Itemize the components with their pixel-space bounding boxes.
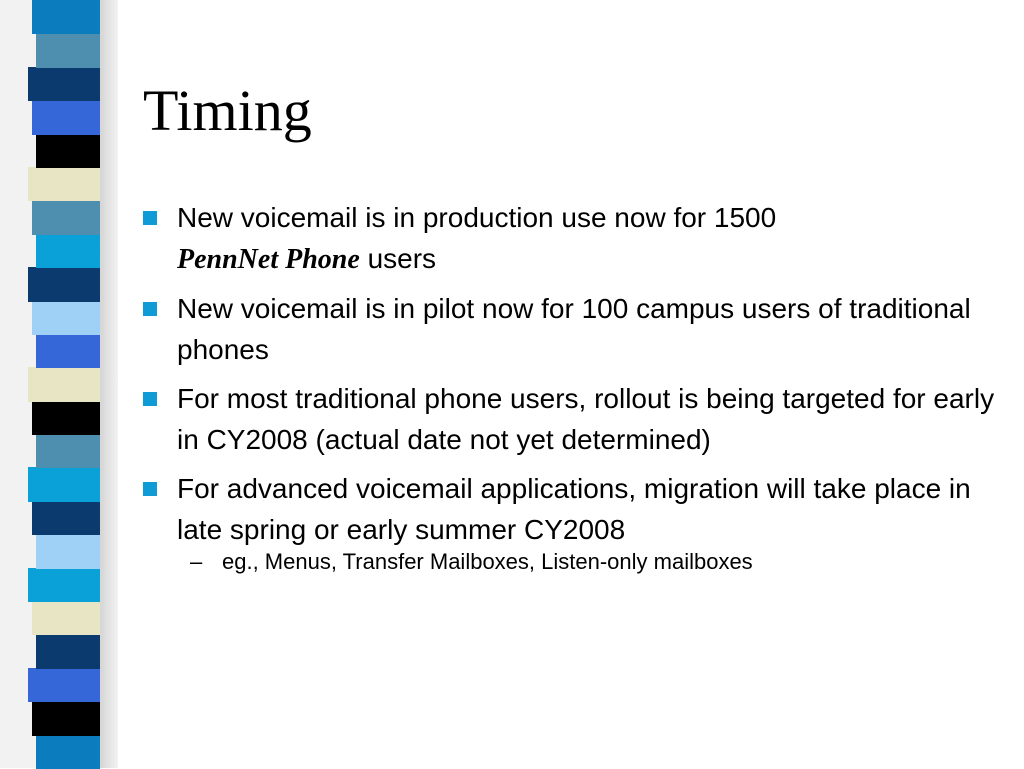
bullet-text: For advanced voicemail applications, migration will take place in late spring or early summer CY2008 (177, 473, 971, 545)
slide-title: Timing (143, 78, 312, 143)
dash-bullet-icon: – (190, 549, 203, 574)
sub-bullet-text: eg., Menus, Transfer Mailboxes, Listen-only mailboxes (222, 549, 753, 574)
bullet-text-after: users (367, 243, 437, 274)
decorative-stripe (36, 234, 100, 268)
decorative-stripe (28, 167, 100, 201)
decorative-stripe (28, 668, 100, 702)
decorative-stripe (28, 67, 100, 101)
square-bullet-icon (143, 482, 157, 496)
decorative-stripe (32, 501, 100, 535)
sub-bullet-item (177, 548, 1010, 576)
square-bullet-icon (143, 302, 157, 316)
decorative-stripe (32, 701, 100, 735)
decorative-stripe (36, 735, 100, 769)
decorative-stripe (36, 434, 100, 468)
decorative-stripe (32, 601, 100, 635)
decorative-stripe (36, 534, 100, 568)
decorative-stripe-bar (0, 0, 118, 768)
bullet-item (140, 468, 1010, 576)
decorative-stripe (32, 100, 100, 134)
decorative-stripe (32, 401, 100, 435)
bullet-item (140, 288, 1010, 370)
decorative-stripe (36, 334, 100, 368)
decorative-stripe (28, 367, 100, 401)
decorative-stripe (36, 134, 100, 168)
bullet-item (140, 197, 1010, 280)
decorative-stripe (36, 33, 100, 67)
decorative-stripe (28, 467, 100, 501)
decorative-stripe (28, 568, 100, 602)
bullet-list (140, 197, 1010, 584)
decorative-stripe (32, 200, 100, 234)
bullet-text: New voicemail is in production use now for 1500 (177, 202, 777, 233)
bullet-emphasis: PennNet Phone (177, 244, 360, 275)
bullet-item (140, 378, 1010, 460)
decorative-stripe (32, 301, 100, 335)
decorative-stripe (36, 634, 100, 668)
square-bullet-icon (143, 392, 157, 406)
square-bullet-icon (143, 211, 157, 225)
decorative-stripe (32, 0, 100, 34)
decorative-stripe (28, 267, 100, 301)
bullet-text: For most traditional phone users, rollout is being targeted for early in CY2008 (actual date not yet determined) (177, 383, 995, 455)
bullet-text: New voicemail is in pilot now for 100 campus users of traditional phones (177, 293, 971, 365)
stripe-shadow (100, 0, 118, 768)
